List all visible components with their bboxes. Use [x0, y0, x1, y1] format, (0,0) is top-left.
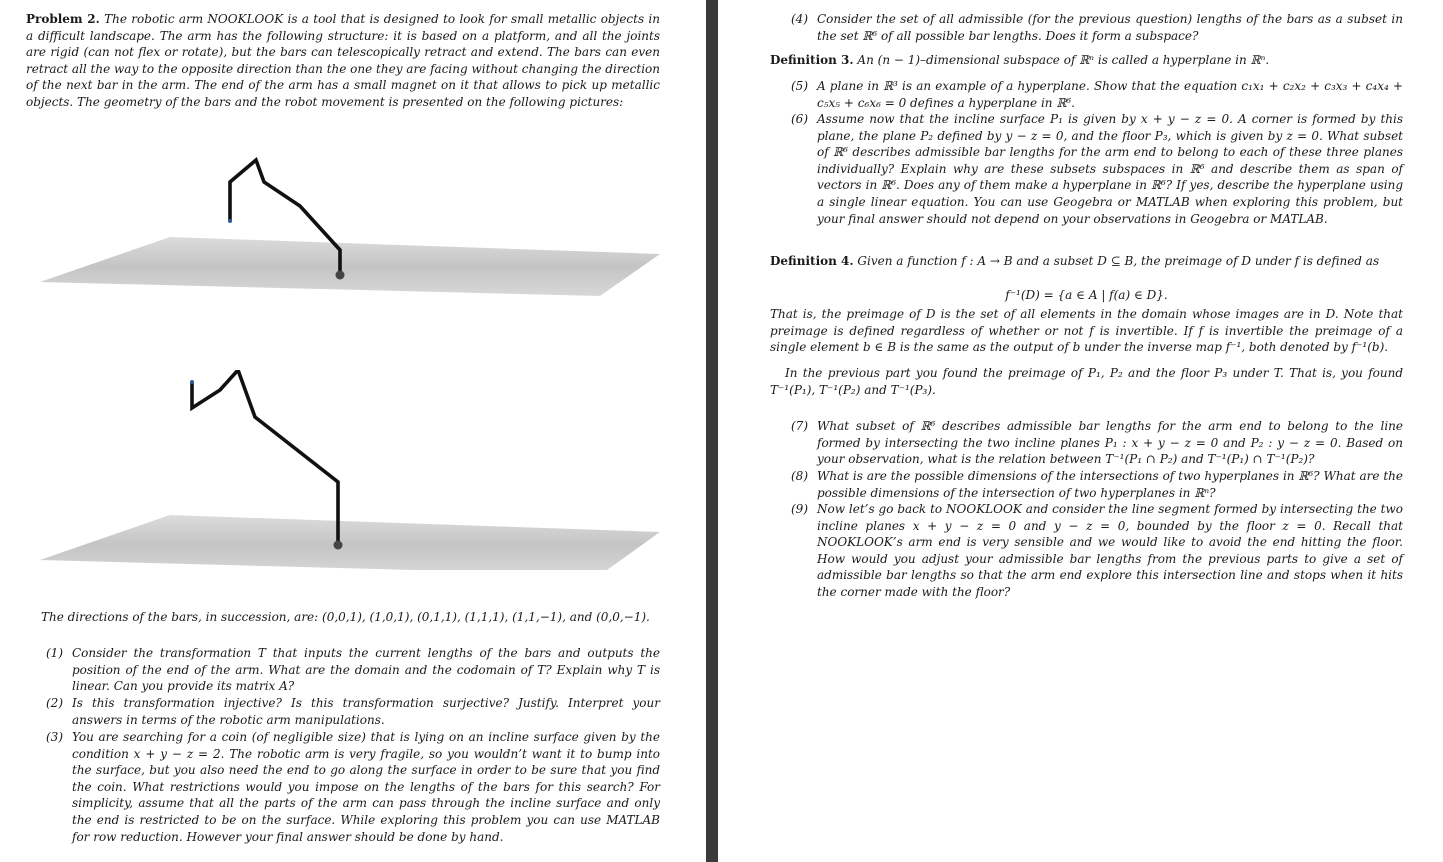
question-7: [791, 418, 1403, 468]
definition-4: [770, 253, 1403, 270]
right-page: [718, 0, 1443, 862]
question-4: [791, 11, 1403, 44]
question-number: (2): [46, 696, 63, 710]
left-page: [0, 0, 706, 862]
arm-base-joint: [336, 271, 345, 280]
arm-base-joint: [334, 541, 343, 550]
question-text: Assume now that the incline surface P₁ is given by x + y − z = 0. A corner is formed by this plane, the plane P₂ defined by y − z = 0, and the floor P₃, which is given by z = 0. What subset of ℝ⁶ describes admissible bar lengths for the arm end to belong to each of these three planes individually? Explain why are these subsets subspaces in ℝ⁶ and describe them as span of vectors in ℝ⁶. Does any of them make a hyperplane in ℝ⁶? If yes, describe the hyperplane using a single linear equation. You can use Geogebra or MATLAB when exploring this problem, but your final answer should not depend on your observations in Geogebra or MATLAB.: [817, 112, 1403, 226]
question-text: Consider the set of all admissible (for the previous question) lengths of the bars as a subset in the set ℝ⁶ of all possible bar lengths. Does it form a subspace?: [817, 12, 1403, 43]
previous-part-note: In the previous part you found the preimage of P₁, P₂ and the floor P₃ under T. That is, you found T⁻¹(P₁), T⁻¹(P₂) and T⁻¹(P₃).: [770, 366, 1403, 397]
robot-arm-figure-2: [30, 370, 670, 570]
question-number: (9): [791, 502, 808, 516]
question-text: You are searching for a coin (of negligible size) that is lying on an incline surface given by the condition x + y − z = 2. The robotic arm is very fragile, so you wouldn’t want it to bump into the surface, but you also need the end to go along the surface in order to be sure that you find the coin. What restrictions would you impose on the lengths of the bars for this search? For simplicity, assume that all the parts of the arm can pass through the incline surface and only the end is restricted to be on the surface. While exploring this problem you can use MATLAB for row reduction. However your final answer should be done by hand.: [72, 730, 660, 844]
platform-plane: [40, 515, 660, 570]
question-number: (3): [46, 730, 63, 744]
question-text: What is are the possible dimensions of the intersections of two hyperplanes in ℝ⁶? What are the possible dimensions of the intersection of two hyperplanes in ℝⁿ?: [817, 469, 1403, 500]
question-number: (5): [791, 79, 808, 93]
preimage-formula: f⁻¹(D) = {a ∈ A | f(a) ∈ D}.: [1005, 288, 1168, 302]
robot-arm-figure-1: [30, 150, 670, 300]
question-5: [791, 78, 1403, 111]
preimage-explanation: That is, the preimage of D is the set of all elements in the domain whose images are in D. Note that preimage is defined regardless of whether or not f is invertible. If f is invertible the preimage of a single element b ∈ B is the same as the output of b under the inverse map f⁻¹, both denoted by f⁻¹(b).: [770, 307, 1403, 355]
question-text: A plane in ℝ³ is an example of a hyperplane. Show that the equation c₁x₁ + c₂x₂ + c₃x₃ + c₄x₄ + c₅x₅ + c₆x₆ = 0 defines a hyperplane in ℝ⁶.: [817, 79, 1403, 110]
question-number: (8): [791, 469, 808, 483]
question-number: (6): [791, 112, 808, 126]
arm-end-magnet: [190, 380, 194, 384]
question-8: [791, 468, 1403, 501]
question-number: (1): [46, 646, 63, 660]
definition-4-heading: Definition 4.: [770, 254, 854, 268]
definition-3-heading: Definition 3.: [770, 53, 854, 67]
question-2: [46, 695, 660, 728]
question-1: [46, 645, 660, 695]
question-text: Now let’s go back to NOOKLOOK and consider the line segment formed by intersecting the two incline planes x + y − z = 0 and y − z = 0, bounded by the floor z = 0. Recall that NOOKLOOK’s arm end is very sensible and we would like to avoid the end hitting the floor. How would you adjust your admissible bar lengths from the previous parts to give a set of admissible bar lengths so that the arm end explore this intersection line and stops when it hits the corner made with the floor?: [817, 502, 1403, 599]
bar-directions: [26, 609, 660, 626]
definition-3-text: An (n − 1)–dimensional subspace of ℝⁿ is called a hyperplane in ℝⁿ.: [857, 53, 1270, 67]
question-3: [46, 729, 660, 845]
bar-directions-text: The directions of the bars, in succession, are: (0,0,1), (1,0,1), (0,1,1), (1,1,1), (1,1,−1), and (0,0,−1).: [41, 610, 650, 624]
question-6: [791, 111, 1403, 227]
problem-intro-text: The robotic arm NOOKLOOK is a tool that is designed to look for small metallic objects in a difficult landscape. The arm has the following structure: it is based on a platform, and all the joints are rigid (can not flex or rotate), but the bars can telescopically retract and extend. The bars can even retract all the way to the opposite direction than the one they are facing without changing the direction of the next bar in the arm. The end of the arm has a small magnet on it that allows to pick up metallic objects. The geometry of the bars and the robot movement is presented on the following pictures:: [26, 12, 660, 109]
platform-plane: [40, 237, 660, 296]
question-number: (7): [791, 419, 808, 433]
question-text: What subset of ℝ⁶ describes admissible bar lengths for the arm end to belong to the line formed by intersecting the two incline planes P₁ : x + y − z = 0 and P₂ : y − z = 0. Based on your observation, what is the relation between T⁻¹(P₁ ∩ P₂) and T⁻¹(P₁) ∩ T⁻¹(P₂)?: [817, 419, 1403, 467]
question-number: (4): [791, 12, 808, 26]
problem-intro: [26, 11, 660, 111]
question-text: Is this transformation injective? Is this transformation surjective? Justify. Interpret your answers in terms of the robotic arm manipulations.: [72, 696, 660, 727]
page-divider: [706, 0, 718, 862]
arm-end-magnet: [228, 219, 232, 223]
question-9: [791, 501, 1403, 601]
definition-4-text: Given a function f : A → B and a subset D ⊆ B, the preimage of D under f is defined as: [857, 254, 1380, 268]
problem-heading: Problem 2.: [26, 12, 100, 26]
definition-3: [770, 52, 1403, 69]
question-text: Consider the transformation T that inputs the current lengths of the bars and outputs the position of the end of the arm. What are the domain and the codomain of T? Explain why T is linear. Can you provide its matrix A?: [72, 646, 660, 694]
